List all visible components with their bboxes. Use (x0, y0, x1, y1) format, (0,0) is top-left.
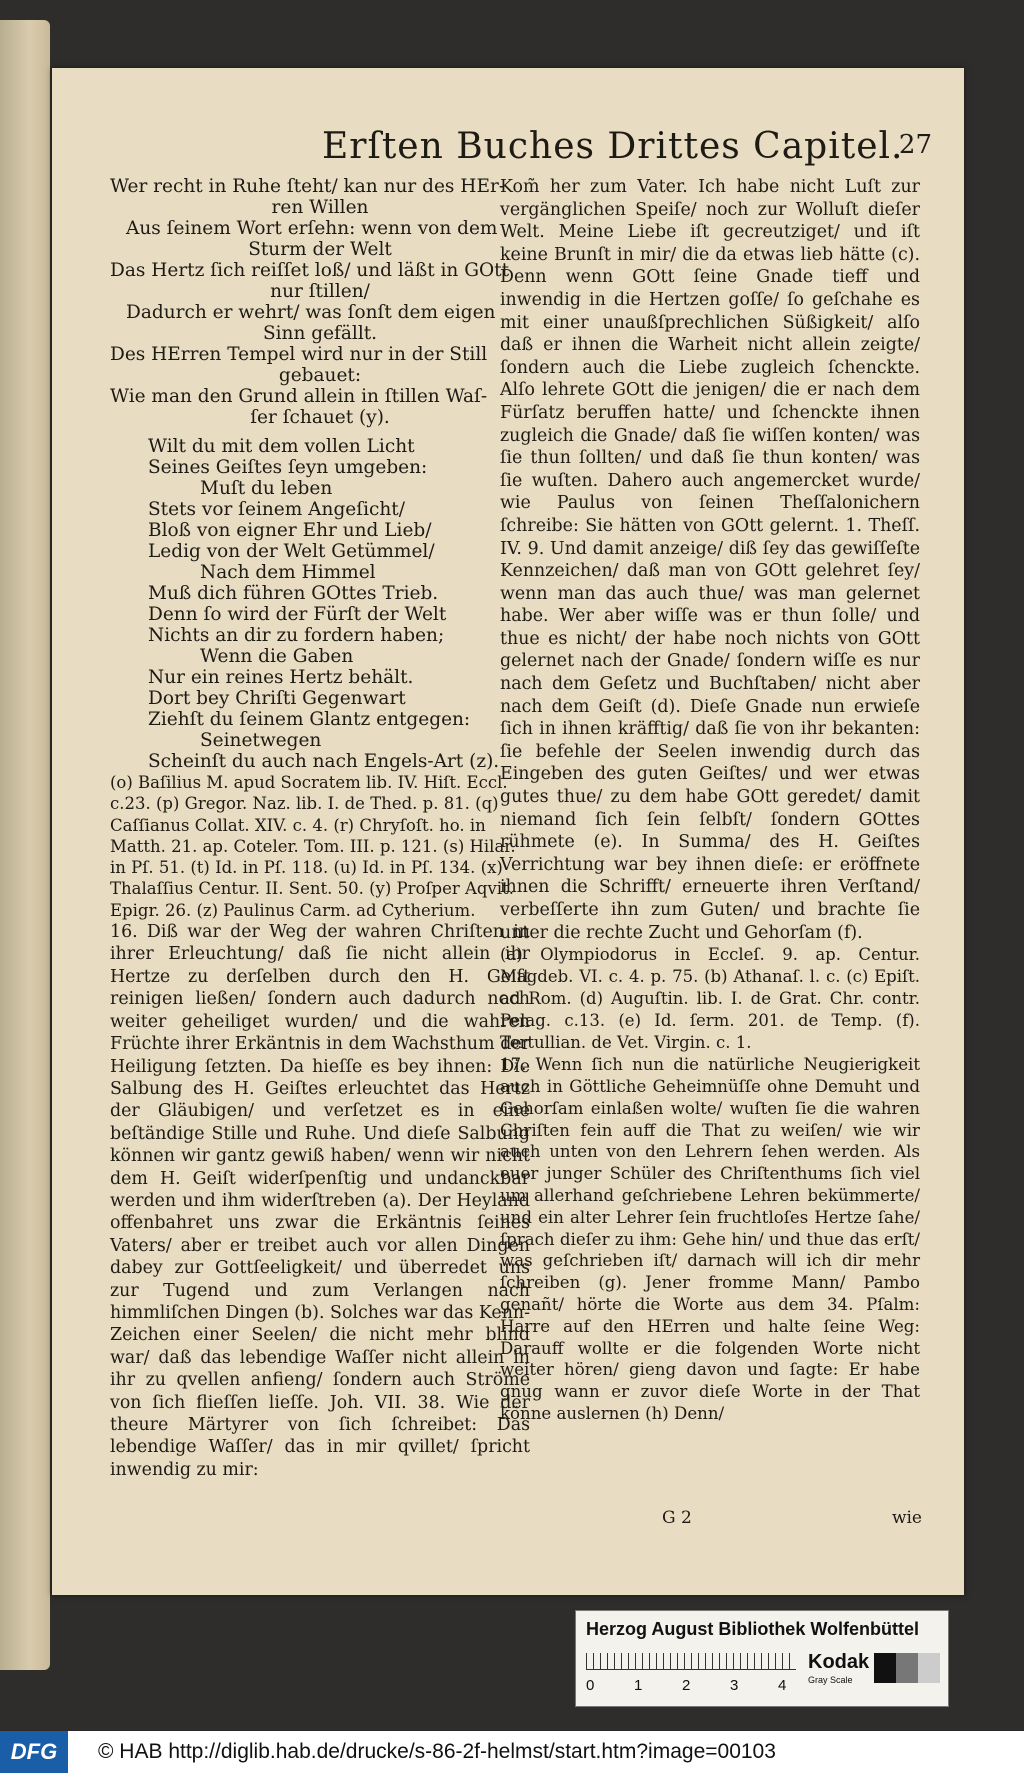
viewer-footer (0, 1731, 1024, 1773)
poem (110, 176, 530, 428)
poem-line: Aus ſeinem Wort erſehn: wenn von dem (126, 218, 498, 239)
color-calibration-bar (575, 1610, 949, 1707)
stanza-line: Wenn die Gaben (200, 646, 354, 667)
gray-swatch-mid (896, 1653, 918, 1683)
catchword: wie (891, 1508, 922, 1528)
paragraph-17: 17. Wenn ſich nun die natürliche Neugierigkeit auch in Göttliche Geheimnüſſe ohne Demuht und Gehorſam einlaßen wolte/ wuſten ſie die wahren Chriſten fein auff die That zu weiſen/ wie wir auch unten von den Lehrern ſehen werden. Als euer junger Schüler des Chriſtenthums ſich viel um allerhand geſchriebene Lehren bekümmerte/ und ein alter Lehrer ſein fruchtloſes Hertze ſahe/ ſprach dieſer zu ihm: Gehe hin/ und thue das erſt/ was geſchrieben iſt/ darnach will ich dir mehr ſchreiben (g). Jener fromme Mann/ Pambo genañt/ hörte die Worte aus dem 34. Pſalm: Harre auf den HErren und halte ſeine Weg: Darauff wollte er die folgenden Worte nicht weiter hören/ gieng davon und ſagte: Er habe gnug wann er zuvor dieſe Worte in der That könne auslernen (h) Denn/ (500, 1055, 920, 1423)
stanza-line: Muß dich führen GOttes Trieb. (148, 583, 439, 604)
stanza-line: Seinetwegen (200, 730, 322, 751)
poem-line: Sinn gefällt. (262, 323, 378, 344)
stanza-line: Stets vor ſeinem Angeſicht/ (148, 499, 405, 520)
library-name: Herzog August Bibliothek Wolfenbüttel (586, 1619, 919, 1639)
page-number: 27 (898, 130, 932, 160)
poem-line: ſer ſchauet (y). (250, 407, 390, 428)
book-page (52, 68, 964, 1595)
stanza-line: Nach dem Himmel (200, 562, 376, 583)
previous-page-edge (0, 20, 50, 1670)
poem-line: Das Hertz ſich reiſſet loß/ und läßt in GOtt (110, 260, 510, 281)
left-column (110, 176, 530, 1481)
gray-swatch-dark (874, 1653, 896, 1683)
kodak-logo: Kodak (808, 1651, 870, 1673)
stanza-line: Seines Geiſtes ſeyn umgeben: (148, 457, 428, 478)
tick-label: 3 (730, 1677, 739, 1694)
stanza-line: Nur ein reines Hertz behält. (148, 667, 414, 688)
stanza-line: Denn ſo wird der Fürſt der Welt (148, 604, 447, 625)
signature-mark: G 2 (662, 1508, 692, 1528)
footnotes-right: (a) Olympiodorus in Eccleſ. 9. ap. Centur. Magdeb. VI. c. 4. p. 75. (b) Athanaſ. l. c. (c) Epiſt. ad Rom. (d) Auguſtin. lib. I. de Grat. Chr. contr. Pelag. c.13. (e) Id. ſerm. 201. de Temp. (f). Tertullian. de Vet. Virgin. c. 1. (500, 945, 920, 1053)
poem-line: Sturm der Welt (248, 239, 392, 260)
poem-line: gebauet: (278, 365, 362, 386)
poem-line: Wer recht in Ruhe ſteht/ kan nur des HEr- (110, 176, 506, 197)
poem-line: Wie man den Grund allein in ſtillen Waſ- (110, 386, 488, 407)
stanza-line: Scheinſt du auch nach Engels-Art (z). (148, 751, 500, 772)
footnotes-left: (o) Baſilius M. apud Socratem lib. IV. Hiſt. Eccl. c.23. (p) Gregor. Naz. lib. I. de Thed. p. 81. (q) Caſſianus Collat. XIV. c. 4. (r) Chryſoſt. ho. in Matth. 21. ap. Coteler. Tom. III. p. 121. (s) Hilar. in Pſ. 51. (t) Id. in Pſ. 118. (u) Id. in Pſ. 134. (x) Thalaſſius Centur. II. Sent. 50. (y) Proſper Aqvit. Epigr. 26. (z) Paulinus Carm. ad Cytherium. (110, 773, 516, 920)
right-column (500, 176, 920, 1425)
poem-line: nur ſtillen/ (270, 281, 370, 302)
paragraph-16: 16. Diß war der Weg der wahren Chriſten in ihrer Erleuchtung/ daß ſie nicht allein ihr Hertze zu derſelben durch den H. Geiſt reinigen ließen/ ſondern auch dadurch noch weiter geheiliget wurden/ und die wahren Früchte ihrer Erkäntnis in dem Wachsthum der Heiligung ſetzten. Da hieſſe es bey ihnen: Die Salbung des H. Geiſtes erleuchtet das Hertz der Gläubigen/ und verſetzet es in eine beſtändige Stille und Ruhe. Und dieſe Salbung können wir gantz gewiß haben/ wenn wir nicht dem H. Geiſt widerſpenſtig und undanckbar werden und ihm widerſtreben (a). Der Heyland offenbahret uns zwar die Erkäntnis ſeines Vaters/ aber er treibet auch vor allen Dingen dabey zur Gottſeeligkeit/ und überredet uns zur Tugend und zum Verlangen nach himmliſchen Dingen (b). Solches war das Kenn-Zeichen einer Seelen/ die nicht mehr blind war/ daß das lebendige Waſſer nicht allein in ihr zu qvellen anfieng/ ſondern auch Ströme von ſich flieſſen lieſſe. Joh. VII. 38. Wie der theure Märtyrer von ſich ſchreibet: Das lebendige Waſſer/ das in mir qvillet/ ſpricht inwendig zu mir: (110, 922, 530, 1480)
poem-line: ren Willen (271, 197, 369, 218)
gray-swatch-light (918, 1653, 940, 1683)
running-header (112, 126, 932, 176)
tick-label: 4 (778, 1677, 787, 1694)
stanza-line: Ledig von der Welt Getümmel/ (148, 541, 435, 562)
stanza-line: Bloß von eigner Ehr und Lieb/ (148, 520, 432, 541)
scale-ruler (586, 1653, 796, 1670)
poem-line: Dadurch er wehrt/ was ſonſt dem eigen (126, 302, 496, 323)
stanza (110, 436, 530, 772)
tick-label: 2 (682, 1677, 691, 1694)
stanza-line: Nichts an dir zu fordern haben; (148, 625, 445, 646)
stanza-line: Ziehſt du ſeinem Glantz entgegen: (148, 709, 471, 730)
paragraph-continued: Kom̃ her zum Vater. Ich habe nicht Luſt zur vergänglichen Speiſe/ noch zur Wolluſt dieſer Welt. Meine Liebe iſt gecreutziget/ und iſt keine Brunſt in mir/ die da etwas lieb hätte (c). Denn wenn GOtt ſeine Gnade tieff und inwendig in die Hertzen goſſe/ ſo geſchahe es mit einer unaußſprechlichen Süßigkeit/ alſo daß er ihnen die Warheit nicht allein zeigte/ ſondern auch die Liebe zugleich ſchenckte. Alſo lehrete GOtt die jenigen/ die er nach dem Fürſatz beruffen hatte/ und ſchenckte ihnen zugleich die Gnade/ daß ſie wiſſen konten/ was ſie thun ſollten/ und daß ſie thun konten/ was ſie wuſten. Dahero auch angemercket wurde/ wie Paulus von ſeinen Theſſalonichern ſchreibe: Sie hätten von GOtt gelernt. 1. Theſſ. IV. 9. Und damit anzeige/ diß ſey das gewiſſeſte Kennzeichen/ daß man von GOtt gelehret ſey/ wenn man das auch thue/ was man gelernet habe. Wer aber wiſſe was er thun ſolle/ und thue es nicht/ der habe noch nichts von GOtt gelernet nach der Gnade/ ſondern wiſſe es nur nach dem Geſetz und Buchſtaben/ nicht aber nach dem Geiſt (d). Dieſe Gnade nun erwieſe ſich in ihnen kräfftig/ daß ſie von ihr bekanten: ſie befehle der Seelen inwendig durch das Eingeben des guten Geiſtes/ und wer etwas gutes thue/ zu dem habe GOtt geredet/ damit niemand ſich ſein ſelbſt/ ſondern GOttes rühmete (e). In Summa/ des H. Geiſtes Verrichtung war bey ihnen dieſe: er eröffnete ihnen die Schrifft/ erneuerte ihren Verſtand/ verbeſſerte ihn zum Guten/ und brachte ſie unter die rechte Zucht und Gehorſam (f). (500, 177, 920, 943)
tick-label: 1 (634, 1677, 643, 1694)
stanza-line: Wilt du mit dem vollen Licht (148, 436, 415, 457)
stanza-line: Muſt du leben (200, 478, 333, 499)
stanza-line: Dort bey Chriſti Gegenwart (148, 688, 406, 709)
dfg-logo: DFG (0, 1731, 68, 1773)
gray-scale-label: Gray Scale (808, 1675, 853, 1685)
tick-label: 0 (586, 1677, 595, 1694)
poem-line: Des HErren Tempel wird nur in der Still (110, 344, 488, 365)
copyright-link[interactable]: © HAB http://diglib.hab.de/drucke/s-86-2f-helmst/start.htm?image=00103 (98, 1740, 776, 1763)
chapter-title: Erſten Buches Drittes Capitel. (322, 126, 904, 167)
